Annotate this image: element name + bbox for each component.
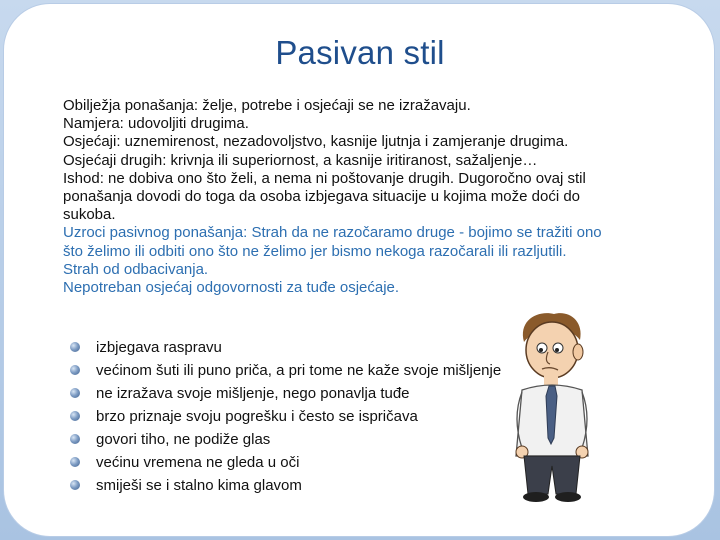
body-text bbox=[63, 97, 653, 297]
bullet-text: smiješi se i stalno kima glavom bbox=[96, 477, 302, 494]
body-line: Nepotreban osjećaj odgovornosti za tuđe osjećaje. bbox=[63, 279, 400, 297]
slide-title: Pasivan stil bbox=[275, 34, 445, 71]
bullet-text: većinu vremena ne gleda u oči bbox=[96, 454, 300, 471]
body-line: Obilježja ponašanja: želje, potrebe i osjećaji se ne izražavaju. bbox=[63, 97, 471, 114]
body-line: ponašanja dovodi do toga da osoba izbjegava situacije u kojima može doći do bbox=[63, 188, 581, 206]
bullet-text: ne izražava svoje mišljenje, nego ponavlja tuđe bbox=[96, 385, 410, 402]
body-line: Ishod: ne dobiva ono što želi, a nema ni poštovanje drugih. Dugoročno ovaj stil bbox=[63, 169, 586, 187]
body-line: sukoba. bbox=[63, 206, 116, 224]
bullet-item bbox=[70, 451, 540, 474]
bullet-item bbox=[70, 359, 540, 382]
body-line: što želimo ili odbiti ono što ne želimo jer bismo nekoga razočarali ili razljutili. bbox=[63, 242, 567, 260]
bullet-item bbox=[70, 336, 540, 359]
bullet-item bbox=[70, 428, 540, 451]
bullet-text: govori tiho, ne podiže glas bbox=[96, 431, 271, 448]
bullet-text: većinom šuti ili puno priča, a pri tome ne kaže svoje mišljenje bbox=[96, 362, 502, 379]
bullet-list bbox=[70, 336, 540, 497]
bullet-item bbox=[70, 474, 540, 497]
bullet-icon bbox=[70, 411, 80, 421]
bullet-icon bbox=[70, 480, 80, 490]
bullet-icon bbox=[70, 388, 80, 398]
bullet-text: izbjegava raspravu bbox=[96, 339, 222, 356]
bullet-icon bbox=[70, 342, 80, 352]
body-line: Strah od odbacivanja. bbox=[63, 260, 209, 278]
body-line: Osjećaji: uznemirenost, nezadovoljstvo, kasnije ljutnja i zamjeranje drugima. bbox=[63, 133, 569, 151]
bullet-text: brzo priznaje svoju pogrešku i često se ispričava bbox=[96, 408, 418, 425]
bullet-icon bbox=[70, 434, 80, 444]
body-line: Osjećaji drugih: krivnja ili superiornost, a kasnije iritiranost, sažaljenje… bbox=[63, 151, 538, 169]
body-line: Uzroci pasivnog ponašanja: Strah da ne razočaramo druge - bojimo se tražiti ono bbox=[63, 224, 602, 242]
bullet-icon bbox=[70, 365, 80, 375]
passive-man-illustration bbox=[498, 306, 602, 504]
bullet-item bbox=[70, 382, 540, 405]
bullet-item bbox=[70, 405, 540, 428]
bullet-icon bbox=[70, 457, 80, 467]
body-line: Namjera: udovoljiti drugima. bbox=[63, 115, 249, 133]
